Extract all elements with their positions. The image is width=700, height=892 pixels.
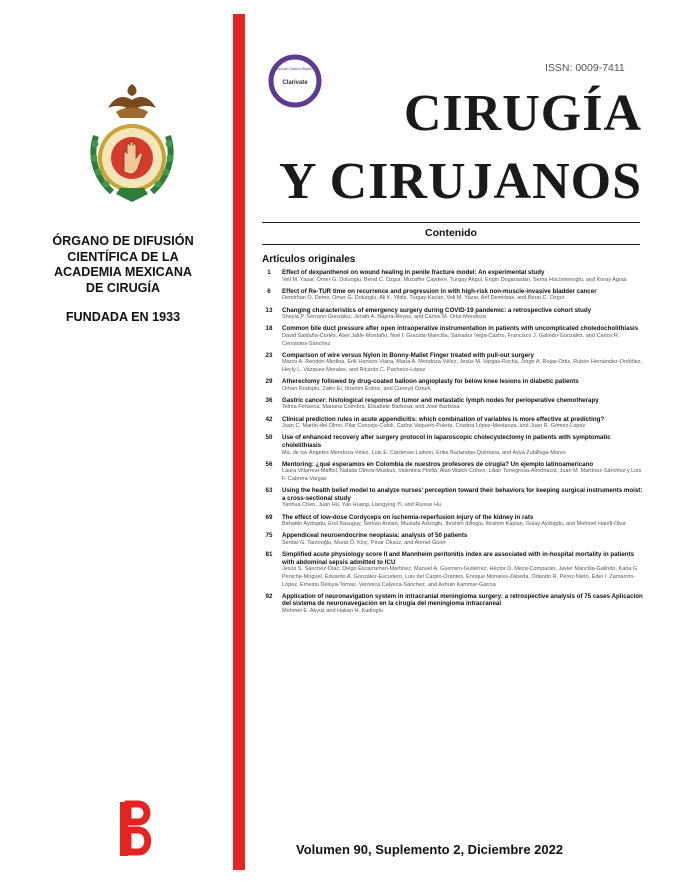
toc-entry[interactable]	[262, 269, 646, 284]
toc-entry[interactable]	[262, 288, 646, 303]
founded-text: FUNDADA EN 1933	[65, 310, 181, 324]
contents-label: Contenido	[425, 227, 477, 239]
article-title: Simplified acute physiology score II and Mannheim peritonitis index are associated with in-hospital mortality in patients with abdominal sepsis admitted to ICU	[282, 551, 635, 566]
toc-entry[interactable]	[262, 307, 646, 322]
page-number: 81	[265, 551, 273, 559]
journal-title-line-1: CIRUGÍA	[403, 85, 642, 142]
org-line: DE CIRUGÍA	[85, 280, 161, 295]
article-authors: Serdar G. Tarzooğlu, Murat Ö. Kılıç, Pınar Öksüz, and Ahmet Gürer	[282, 539, 447, 546]
page-number: 29	[265, 378, 273, 386]
article-title: Mentoring: ¿qué esperamos en Colombia de nuestros profesores de cirugía? Un ejemplo latinoamericano	[282, 460, 594, 468]
toc-entry[interactable]	[262, 514, 646, 529]
toc-entry[interactable]	[262, 551, 646, 589]
org-line: ÓRGANO DE DIFUSIÓN	[52, 234, 194, 248]
toc-entry[interactable]	[262, 532, 646, 547]
page-number: 13	[265, 306, 273, 314]
toc-entry[interactable]	[262, 487, 646, 510]
page-number: 1	[267, 269, 271, 276]
publisher-logo-icon	[118, 800, 152, 858]
article-authors: Veli M. Yazar, Omer G. Doluoglu, Berat C. Ozgur, Muzaffer Çaydere, Turgay Akgul, Engin Doganaslan, Sema Hücümenoglu, and Koray Agras	[282, 276, 627, 283]
toc-entry[interactable]	[262, 461, 646, 484]
article-title: Atherectomy followed by drug-coated balloon angioplasty for below knee lesions in diabetic patients	[282, 378, 579, 386]
page-number: 56	[265, 460, 273, 468]
volume-info: Volumen 90, Suplemento 2, Diciembre 2022	[296, 842, 564, 857]
divider-line	[262, 244, 640, 245]
page-number: 50	[265, 434, 273, 442]
page-number: 75	[265, 532, 273, 540]
org-line: ACADEMIA MEXICANA	[53, 265, 193, 279]
journal-citation-reports-badge-icon	[268, 54, 322, 108]
article-title: Use of enhanced recovery after surgery protocol in laparoscopic cholecystectomy in patients with symptomatic cholelithiasis	[282, 434, 611, 450]
article-title: Clinical prediction rules in acute appendicitis: which combination of variables is more effective at predicting?	[282, 415, 605, 423]
toc-entry[interactable]	[262, 325, 646, 348]
left-panel	[0, 0, 232, 892]
page-number: 42	[265, 415, 273, 423]
article-authors: Jesús S. Sánchez-Díaz, Diego Escarraman-Martínez, Manuel A. Guerrero-Gutiérrez, Héctor D. Meza-Comparán, Javier Mancilla-Galindo, Karla G. Peniche-Moguel, Eduardo A. González-Escudero, Luis del Carpio-Orantes, Enrique Monares-Zepeda, Orlando R. Pérez-Nieto, Eder I. Zamarrón-López, Ernesto Deloya-Tomas, Verónica Calyeca-Sánchez, and Ashuin Kammar-García	[282, 566, 639, 588]
article-title: Changing characteristics of emergency surgery during COVID-19 pandemic: a retrospective cohort study	[282, 306, 592, 314]
article-title: Common bile duct pressure after open intraoperative instrumentation in patients with uncomplicated choledocholithiasis	[282, 325, 639, 333]
article-authors: Yanhua Chen, Juan Hu, Yan Huang, Liangying Yi, and Ruixue Hu	[282, 502, 442, 509]
academy-seal-icon	[86, 82, 178, 204]
article-title: Appendiceal neuroendocrine neoplasia: analysis of 50 patients	[282, 532, 468, 540]
page-number: 36	[265, 396, 273, 404]
article-authors: Telma Fonseca, Mariana Coimbra, Elisabete Barbosa, and José Barbosa	[282, 404, 460, 411]
toc-entry[interactable]	[262, 434, 646, 457]
article-title: Comparison of wire versus Nylon in Bonny-Mallet Finger treated with pull-out surgery	[282, 351, 534, 359]
svg-text:Clarivate: Clarivate	[282, 80, 308, 86]
article-authors: Marco A. Rendón-Medina, Erik Hanson-Viana, María A. Mendoza-Vélez, Jesús M. Vargas-Rocha, Jorge A. Rojas-Ortiz, Rubén Hernández-Ordóñez, Hecly L. Vazquez-Morales, and Ricardo C. Pacheco-López	[282, 359, 643, 373]
page-number: 63	[265, 487, 273, 495]
article-authors: David Saldaña-Cortés, Abel Jalife-Montaño, Noé I. Gracida-Mancilla, Salvador Vega-Castro, Francisco J. Galindo-González, and Carlos R. Cervantes-Sánchez	[282, 332, 620, 347]
organization-description	[18, 234, 228, 296]
article-authors: Juan C. Martín-del Olmo, Pilar Concejo-Cutoli, Carlos Vaquero-Puerta, Cristina López-Mestanza, and Juan R. Gómez-López	[282, 423, 586, 430]
article-title: Gastric cancer: histological response of tumor and metastatic lymph nodes for perioperative chemotherapy	[282, 396, 599, 404]
article-title: Effect of dexpanthenol on wound healing in penile fracture model: An experimental study	[282, 269, 545, 276]
article-authors: Laura Villarreal-Maffiol, Natalia Olmos-Muskus, Valentina Pinilla, Alan Walch-Cohen, Lilian Torregrosa-Almonacid, Juan M. Martínez-Sánchez y Luis F. Cabrera-Vargas	[282, 468, 642, 482]
svg-text:Journal Citation Reports: Journal Citation Reports	[275, 67, 315, 71]
article-title: Application of neuronavigation system in intracranial meningioma surgery: a retrospective analysis of 75 cases Aplicación del sistema de neuronavegación en la cirugía del meningioma intracraneal	[282, 592, 643, 608]
red-divider-bar	[233, 14, 245, 870]
toc-entry[interactable]	[262, 352, 646, 375]
page-number: 18	[265, 325, 273, 333]
article-title: Effect of Re-TUR time on recurrence and progression in with high-risk non-muscle-invasive bladder cancer	[282, 287, 597, 295]
article-authors: Orhan Rodoplu, Zafer Er, Ibrahim Erdinc, and Cuneyd Ozturk	[282, 385, 431, 392]
article-authors: Mehmet E. Akyuz and Hakan H. Kadioglu	[282, 607, 383, 614]
article-authors: Demirhan O. Demir, Omer G. Doluoglu, Ali K. Yildiz, Turgay Kacan, Veli M. Yazar, Arif Demirbas, and Berat C. Ozgur	[282, 295, 565, 302]
toc-entry[interactable]	[262, 397, 646, 412]
article-authors: Bahattin Aydogdu, Erol Basuguy, Serkan Arslan, Mustafa Azizoglu, Ibrahim Ibiloglu, Ibrahim Kaplan, Gulay Aydogdu, and Mehmet Hanifi-Okur	[282, 521, 626, 528]
org-line: CIENTÍFICA DE LA	[67, 249, 179, 264]
page-number: 23	[265, 351, 273, 359]
article-authors: Ma. de los Ángeles Mendoza-Vélez, Luis E. Cárdenas-Lailson, Erika Barlandas-Quintana, and Asya Zubillaga-Mares	[282, 449, 566, 456]
article-title: Using the health belief model to analyze nurses' perception toward their behaviors for keeping surgical instruments moist: a cross-sectional study	[282, 487, 643, 502]
page-number: 69	[265, 513, 273, 521]
article-title: The effect of low-dose Cordyceps on ischemia-reperfusion injury of the kidney in rats	[282, 513, 534, 521]
page-number: 6	[267, 287, 271, 295]
toc-entry[interactable]	[262, 416, 646, 431]
toc-entry[interactable]	[262, 593, 646, 616]
journal-title-line-2: Y CIRUJANOS	[279, 153, 642, 210]
issn-number: ISSN: 0009-7411	[545, 62, 625, 74]
page-number: 92	[265, 592, 273, 600]
toc-entry[interactable]	[262, 378, 646, 393]
section-heading: Artículos originales	[262, 254, 356, 265]
table-of-contents	[262, 269, 646, 619]
divider-line	[262, 222, 640, 223]
article-authors: Sheyla P. Serrano-González, Jerath A. Nájera-Reyes, and Carlos M. Ortiz-Mendoza	[282, 314, 486, 321]
eagle-crest-icon	[108, 84, 156, 118]
